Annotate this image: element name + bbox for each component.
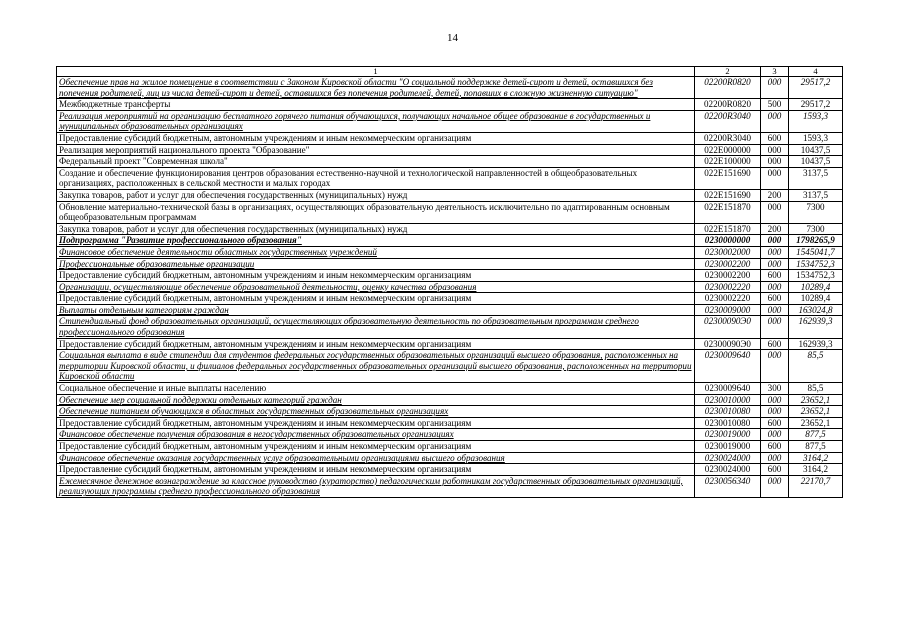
budget-item-code: 0230002220 — [695, 293, 761, 305]
table-row — [57, 304, 843, 316]
budget-item-amount: 3137,5 — [789, 189, 843, 201]
budget-item-name: Предоставление субсидий бюджетным, автономным учреждениям и иным некоммерческим организациям — [57, 338, 695, 350]
budget-item-code: 0230009640 — [695, 350, 761, 383]
budget-item-name: Организации, осуществляющие обеспечение образовательной деятельности, оценку качества образования — [57, 281, 695, 293]
expense-type-code: 000 — [761, 201, 789, 223]
budget-item-amount: 7300 — [789, 223, 843, 235]
table-row — [57, 270, 843, 282]
budget-item-amount: 10289,4 — [789, 293, 843, 305]
budget-item-code: 0230056340 — [695, 475, 761, 497]
budget-item-code: 02300090Э0 — [695, 338, 761, 350]
expense-type-code: 000 — [761, 429, 789, 441]
page-number: 14 — [447, 32, 458, 44]
expense-type-code: 000 — [761, 167, 789, 189]
budget-item-name: Обеспечение прав на жилое помещение в соответствии с Законом Кировской области "О социальной поддержке детей-сирот и детей, оставшихся без попечения родителей, лиц из числа детей-сирот и детей, оставшихся без попечения родителей, детей, попавших в сложную жизненную ситуацию" — [57, 77, 695, 99]
budget-item-name: Предоставление субсидий бюджетным, автономным учреждениям и иным некоммерческим организациям — [57, 132, 695, 144]
expense-type-code: 600 — [761, 293, 789, 305]
budget-item-amount: 1534752,3 — [789, 270, 843, 282]
budget-item-name: Предоставление субсидий бюджетным, автономным учреждениям и иным некоммерческим организациям — [57, 464, 695, 476]
budget-item-name: Закупка товаров, работ и услуг для обеспечения государственных (муниципальных) нужд — [57, 189, 695, 201]
budget-item-amount: 163024,8 — [789, 304, 843, 316]
expense-type-code: 600 — [761, 270, 789, 282]
table-row — [57, 189, 843, 201]
table-row — [57, 350, 843, 383]
budget-item-code: 0230002200 — [695, 258, 761, 270]
budget-item-name: Создание и обеспечение функционирования центров образования естественно-научной и технологической направленностей в общеобразовательных организациях, расположенных в сельской местности и малых городах — [57, 167, 695, 189]
table-row — [57, 223, 843, 235]
budget-item-code: 0230024000 — [695, 464, 761, 476]
budget-item-name: Подпрограмма "Развитие профессионального образования" — [57, 235, 695, 247]
expense-type-code: 000 — [761, 144, 789, 156]
budget-item-code: 02200R0820 — [695, 99, 761, 111]
budget-item-amount: 1545041,7 — [789, 246, 843, 258]
expense-type-code: 600 — [761, 417, 789, 429]
table-row — [57, 316, 843, 338]
expense-type-code: 000 — [761, 235, 789, 247]
budget-item-code: 0230002200 — [695, 270, 761, 282]
column-header-2: 2 — [695, 67, 761, 77]
table-row — [57, 258, 843, 270]
budget-item-amount: 7300 — [789, 201, 843, 223]
table-row — [57, 235, 843, 247]
budget-item-code: 022E100000 — [695, 156, 761, 168]
budget-item-name: Обеспечение питанием обучающихся в областных государственных образовательных организациях — [57, 406, 695, 418]
table-row — [57, 406, 843, 418]
budget-item-name: Предоставление субсидий бюджетным, автономным учреждениям и иным некоммерческим организациям — [57, 293, 695, 305]
expense-type-code: 000 — [761, 406, 789, 418]
budget-item-code: 022E151690 — [695, 167, 761, 189]
budget-item-amount: 10437,5 — [789, 156, 843, 168]
budget-item-name: Предоставление субсидий бюджетным, автономным учреждениям и иным некоммерческим организациям — [57, 270, 695, 282]
table-row — [57, 77, 843, 99]
expense-type-code: 000 — [761, 304, 789, 316]
budget-item-amount: 85,5 — [789, 350, 843, 383]
budget-item-name: Закупка товаров, работ и услуг для обеспечения государственных (муниципальных) нужд — [57, 223, 695, 235]
budget-item-name: Социальная выплата в виде стипендии для студентов федеральных государственных образовательных организаций высшего образования, расположенных на территории Кировской области, и филиалов федеральных государственных образовательных организаций высшего образования, расположенных на территории Кировской области — [57, 350, 695, 383]
budget-item-name: Финансовое обеспечение оказания государственных услуг образовательными организациями высшего образования — [57, 452, 695, 464]
table-row — [57, 475, 843, 497]
expense-type-code: 600 — [761, 464, 789, 476]
table-row — [57, 383, 843, 395]
budget-item-amount: 162939,3 — [789, 316, 843, 338]
budget-item-name: Социальное обеспечение и иные выплаты населению — [57, 383, 695, 395]
expense-type-code: 600 — [761, 441, 789, 453]
expense-type-code: 600 — [761, 132, 789, 144]
expense-type-code: 000 — [761, 246, 789, 258]
budget-item-code: 0230019000 — [695, 441, 761, 453]
budget-item-name: Стипендиальный фонд образовательных организаций, осуществляющих образовательную деятельность по образовательным программам среднего профессионального образования — [57, 316, 695, 338]
budget-item-code: 022E151690 — [695, 189, 761, 201]
budget-item-name: Обновление материально-технической базы в организациях, осуществляющих образовательную деятельность исключительно по адаптированным основным общеобразовательным программам — [57, 201, 695, 223]
expense-type-code: 000 — [761, 281, 789, 293]
budget-item-amount: 877,5 — [789, 429, 843, 441]
budget-item-amount: 29517,2 — [789, 77, 843, 99]
table-row — [57, 167, 843, 189]
expense-type-code: 000 — [761, 452, 789, 464]
table-row — [57, 156, 843, 168]
budget-item-amount: 23652,1 — [789, 417, 843, 429]
budget-item-code: 0230024000 — [695, 452, 761, 464]
table-row — [57, 417, 843, 429]
budget-item-name: Профессиональные образовательные организации — [57, 258, 695, 270]
budget-item-code: 02200R3040 — [695, 110, 761, 132]
column-header-4: 4 — [789, 67, 843, 77]
expense-type-code: 000 — [761, 475, 789, 497]
expense-type-code: 000 — [761, 394, 789, 406]
expense-type-code: 500 — [761, 99, 789, 111]
budget-item-code: 0230010080 — [695, 417, 761, 429]
budget-item-name: Финансовое обеспечение получения образования в негосударственных образовательных организациях — [57, 429, 695, 441]
budget-item-name: Обеспечение мер социальной поддержки отдельных категорий граждан — [57, 394, 695, 406]
budget-item-name: Предоставление субсидий бюджетным, автономным учреждениям и иным некоммерческим организациям — [57, 417, 695, 429]
budget-item-code: 0230009640 — [695, 383, 761, 395]
table-row — [57, 293, 843, 305]
budget-item-amount: 23652,1 — [789, 406, 843, 418]
budget-item-name: Межбюджетные трансферты — [57, 99, 695, 111]
budget-item-amount: 1593,3 — [789, 110, 843, 132]
table-row — [57, 99, 843, 111]
table-row — [57, 201, 843, 223]
budget-item-amount: 3137,5 — [789, 167, 843, 189]
budget-item-amount: 1534752,3 — [789, 258, 843, 270]
budget-item-code: 02200R3040 — [695, 132, 761, 144]
budget-item-name: Финансовое обеспечение деятельности областных государственных учреждений — [57, 246, 695, 258]
budget-item-code: 02300090Э0 — [695, 316, 761, 338]
table-row — [57, 132, 843, 144]
table-row — [57, 144, 843, 156]
expense-type-code: 000 — [761, 258, 789, 270]
budget-item-code: 0230010080 — [695, 406, 761, 418]
budget-item-amount: 10289,4 — [789, 281, 843, 293]
table-row — [57, 429, 843, 441]
budget-item-amount: 3164,2 — [789, 464, 843, 476]
budget-item-amount: 29517,2 — [789, 99, 843, 111]
expense-type-code: 000 — [761, 350, 789, 383]
expense-type-code: 300 — [761, 383, 789, 395]
table-row — [57, 338, 843, 350]
budget-item-code: 0230002220 — [695, 281, 761, 293]
budget-item-amount: 23652,1 — [789, 394, 843, 406]
budget-item-code: 02200R0820 — [695, 77, 761, 99]
expense-type-code: 600 — [761, 338, 789, 350]
budget-item-code: 0230000000 — [695, 235, 761, 247]
expense-type-code: 200 — [761, 223, 789, 235]
budget-item-name: Предоставление субсидий бюджетным, автономным учреждениям и иным некоммерческим организациям — [57, 441, 695, 453]
column-header-3: 3 — [761, 67, 789, 77]
budget-table — [56, 66, 843, 498]
table-row — [57, 246, 843, 258]
table-row — [57, 110, 843, 132]
budget-item-amount: 1798265,9 — [789, 235, 843, 247]
column-header-1: 1 — [57, 67, 695, 77]
budget-item-name: Ежемесячное денежное вознаграждение за классное руководство (кураторство) педагогическим работникам государственных образовательных организаций, реализующих программы среднего профессионального образования — [57, 475, 695, 497]
budget-item-amount: 10437,5 — [789, 144, 843, 156]
table-row — [57, 452, 843, 464]
budget-item-code: 022E151870 — [695, 201, 761, 223]
expense-type-code: 000 — [761, 316, 789, 338]
table-row — [57, 394, 843, 406]
expense-type-code: 000 — [761, 77, 789, 99]
budget-item-amount: 3164,2 — [789, 452, 843, 464]
table-row — [57, 281, 843, 293]
table-row — [57, 441, 843, 453]
budget-item-code: 0230010000 — [695, 394, 761, 406]
budget-item-name: Выплаты отдельным категориям граждан — [57, 304, 695, 316]
expense-type-code: 000 — [761, 156, 789, 168]
budget-item-code: 0230019000 — [695, 429, 761, 441]
budget-item-amount: 22170,7 — [789, 475, 843, 497]
budget-item-name: Федеральный проект "Современная школа" — [57, 156, 695, 168]
budget-item-name: Реализация мероприятий на организацию бесплатного горячего питания обучающихся, получающих начальное общее образование в государственных и муниципальных образовательных организациях — [57, 110, 695, 132]
budget-item-amount: 1593,3 — [789, 132, 843, 144]
budget-item-code: 022E151870 — [695, 223, 761, 235]
budget-item-name: Реализация мероприятий национального проекта "Образование" — [57, 144, 695, 156]
expense-type-code: 200 — [761, 189, 789, 201]
budget-item-code: 0230002000 — [695, 246, 761, 258]
budget-item-amount: 162939,3 — [789, 338, 843, 350]
table-header-row — [57, 67, 843, 77]
expense-type-code: 000 — [761, 110, 789, 132]
budget-item-amount: 877,5 — [789, 441, 843, 453]
table-row — [57, 464, 843, 476]
budget-item-amount: 85,5 — [789, 383, 843, 395]
budget-item-code: 022E000000 — [695, 144, 761, 156]
budget-item-code: 0230009000 — [695, 304, 761, 316]
